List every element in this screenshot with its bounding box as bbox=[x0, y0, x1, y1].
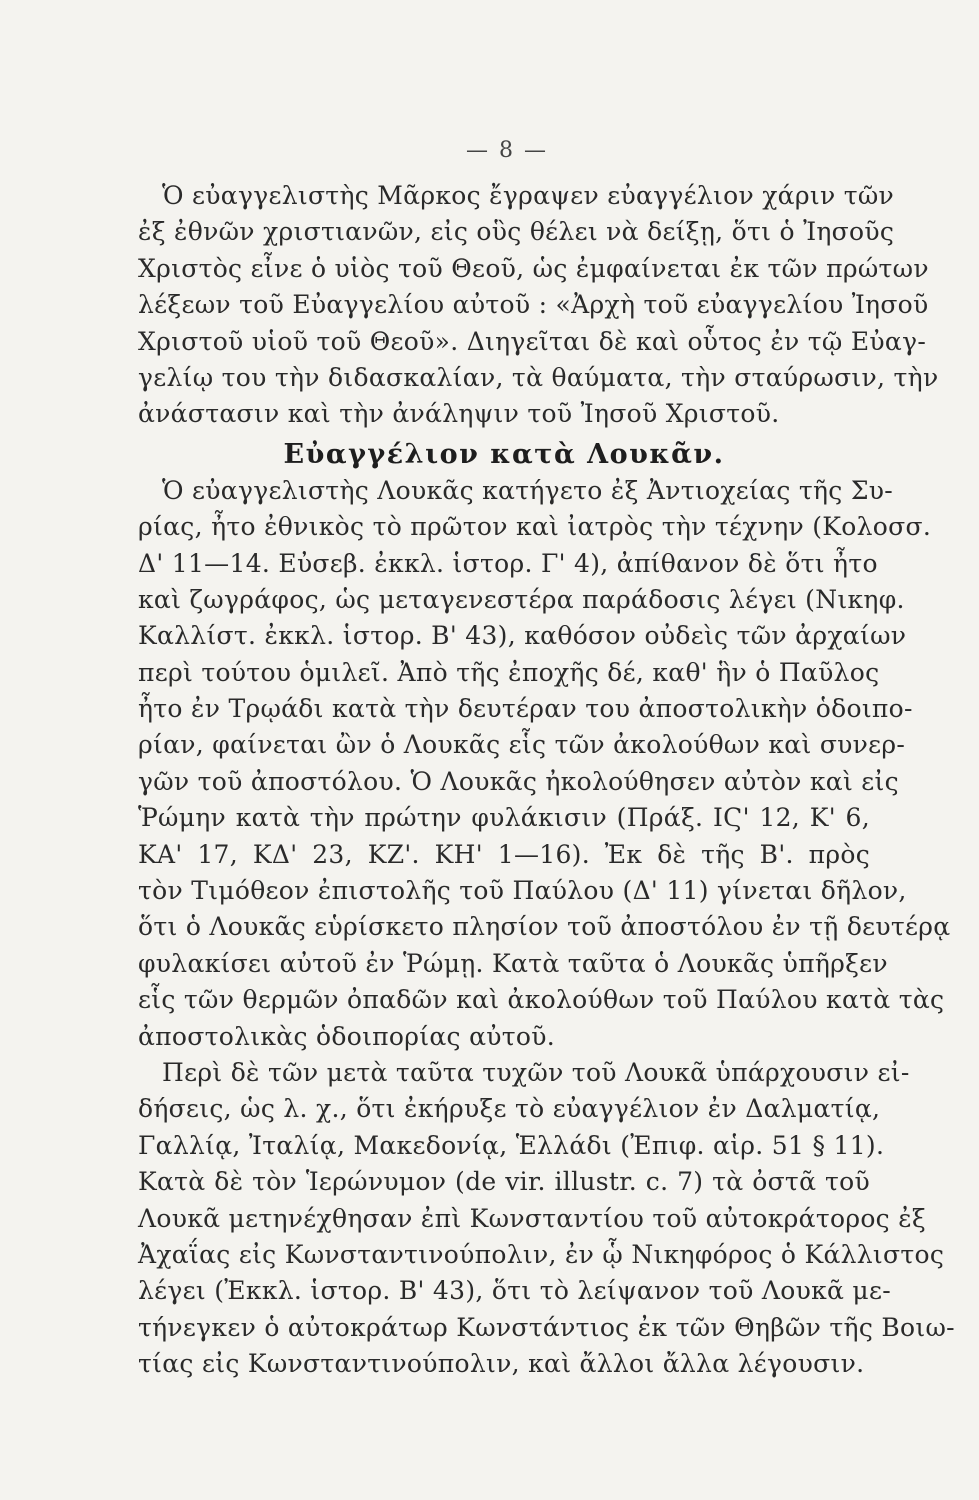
text-line: Δ' 11—14. Εὐσεβ. ἐκκλ. ἱστορ. Γ' 4), ἀπίθανον δὲ ὅτι ἦτο bbox=[138, 548, 878, 578]
body-text bbox=[138, 178, 955, 1383]
text-line: ρίαν, φαίνεται ὢν ὁ Λουκᾶς εἷς τῶν ἀκολούθων καὶ συνερ- bbox=[138, 730, 906, 760]
text-line: ὅτι ὁ Λουκᾶς εὑρίσκετο πλησίον τοῦ ἀποστόλου ἐν τῇ δευτέρᾳ bbox=[138, 912, 951, 942]
text-line: λέξεων τοῦ Εὐαγγελίου αὐτοῦ : «Ἀρχὴ τοῦ εὐαγγελίου Ἰησοῦ bbox=[138, 290, 929, 320]
text-line: λέγει (Ἐκκλ. ἱστορ. Β' 43), ὅτι τὸ λείψανον τοῦ Λουκᾶ με- bbox=[138, 1276, 891, 1306]
text-line: εἷς τῶν θερμῶν ὀπαδῶν καὶ ἀκολούθων τοῦ Παύλου κατὰ τὰς bbox=[138, 985, 945, 1015]
text-line: Ἀχαΐας εἰς Κωνσταντινούπολιν, ἐν ᾧ Νικηφόρος ὁ Κάλλιστος bbox=[138, 1239, 945, 1269]
text-line: ἀνάστασιν καὶ τὴν ἀνάληψιν τοῦ Ἰησοῦ Χριστοῦ. bbox=[138, 399, 780, 429]
text-line: Λουκᾶ μετηνέχθησαν ἐπὶ Κωνσταντίου τοῦ αὐτοκράτορος ἐξ bbox=[138, 1203, 927, 1233]
text-line: ΚΑ' 17, ΚΔ' 23, ΚΖ'. ΚΗ' 1—16). Ἐκ δὲ τῆς Β'. πρὸς bbox=[138, 839, 870, 869]
text-line: Ὁ εὐαγγελιστὴς Λουκᾶς κατήγετο ἐξ Ἀντιοχείας τῆς Συ- bbox=[162, 475, 894, 505]
text-line: Γαλλίᾳ, Ἰταλίᾳ, Μακεδονίᾳ, Ἑλλάδι (Ἐπιφ. αἱρ. 51 § 11). bbox=[138, 1130, 885, 1160]
text-line: γῶν τοῦ ἀποστόλου. Ὁ Λουκᾶς ἠκολούθησεν αὐτὸν καὶ εἰς bbox=[138, 766, 899, 796]
text-line: ρίας, ἦτο ἐθνικὸς τὸ πρῶτον καὶ ἰατρὸς τὴν τέχνην (Κολοσσ. bbox=[138, 512, 932, 542]
text-line: τήνεγκεν ὁ αὐτοκράτωρ Κωνστάντιος ἐκ τῶν Θηβῶν τῆς Βοιω- bbox=[138, 1312, 955, 1342]
text-line: ἦτο ἐν Τρῳάδι κατὰ τὴν δευτέραν του ἀποστολικὴν ὁδοιπο- bbox=[138, 694, 913, 724]
text-line: Ῥώμην κατὰ τὴν πρώτην φυλάκισιν (Πράξ. ΙϚ' 12, Κ' 6, bbox=[138, 803, 870, 833]
text-line: ἀποστολικὰς ὁδοιπορίας αὐτοῦ. bbox=[138, 1021, 555, 1051]
paragraph-mark-gospel bbox=[138, 178, 939, 433]
text-line: Χριστοῦ υἱοῦ τοῦ Θεοῦ». Διηγεῖται δὲ καὶ οὗτος ἐν τῷ Εὐαγ- bbox=[138, 326, 927, 356]
text-line: τὸν Τιμόθεον ἐπιστολῆς τοῦ Παύλου (Δ' 11) γίνεται δῆλον, bbox=[138, 876, 907, 906]
text-line: καὶ ζωγράφος, ὡς μεταγενεστέρα παράδοσις λέγει (Νικηφ. bbox=[138, 584, 905, 614]
text-line: Χριστὸς εἶνε ὁ υἱὸς τοῦ Θεοῦ, ὡς ἐμφαίνεται ἐκ τῶν πρώτων bbox=[138, 253, 929, 283]
page-number: — 8 — bbox=[466, 138, 548, 163]
text-line: Ὁ εὐαγγελιστὴς Μᾶρκος ἔγραψεν εὐαγγέλιον χάριν τῶν bbox=[162, 181, 895, 210]
paragraph-luke-intro bbox=[138, 473, 951, 1055]
section-heading: Εὐαγγέλιον κατὰ Λουκᾶν. bbox=[283, 438, 725, 470]
text-line: φυλακίσει αὐτοῦ ἐν Ῥώμῃ. Κατὰ ταῦτα ὁ Λουκᾶς ὑπῆρξεν bbox=[138, 948, 888, 978]
text-line: Περὶ δὲ τῶν μετὰ ταῦτα τυχῶν τοῦ Λουκᾶ ὑπάρχουσιν εἰ- bbox=[162, 1057, 910, 1087]
text-line: δήσεις, ὡς λ. χ., ὅτι ἐκήρυξε τὸ εὐαγγέλιον ἐν Δαλματίᾳ, bbox=[138, 1094, 881, 1124]
text-line: περὶ τούτου ὁμιλεῖ. Ἀπὸ τῆς ἐποχῆς δέ, καθ' ἣν ὁ Παῦλος bbox=[138, 657, 880, 687]
text-line: τίας εἰς Κωνσταντινούπολιν, καὶ ἄλλοι ἄλλα λέγουσιν. bbox=[138, 1349, 865, 1379]
paragraph-luke-later bbox=[138, 1055, 955, 1383]
text-line: Καλλίστ. ἐκκλ. ἱστορ. Β' 43), καθόσον οὐδεὶς τῶν ἀρχαίων bbox=[138, 621, 907, 651]
text-line: ἐξ ἐθνῶν χριστιανῶν, εἰς οὓς θέλει νὰ δείξῃ, ὅτι ὁ Ἰησοῦς bbox=[138, 217, 895, 247]
text-line: Κατὰ δὲ τὸν Ἱερώνυμον (de vir. illustr. c. 7) τὰ ὀστᾶ τοῦ bbox=[138, 1167, 870, 1197]
text-line: γελίῳ του τὴν διδασκαλίαν, τὰ θαύματα, τὴν σταύρωσιν, τὴν bbox=[138, 362, 939, 392]
